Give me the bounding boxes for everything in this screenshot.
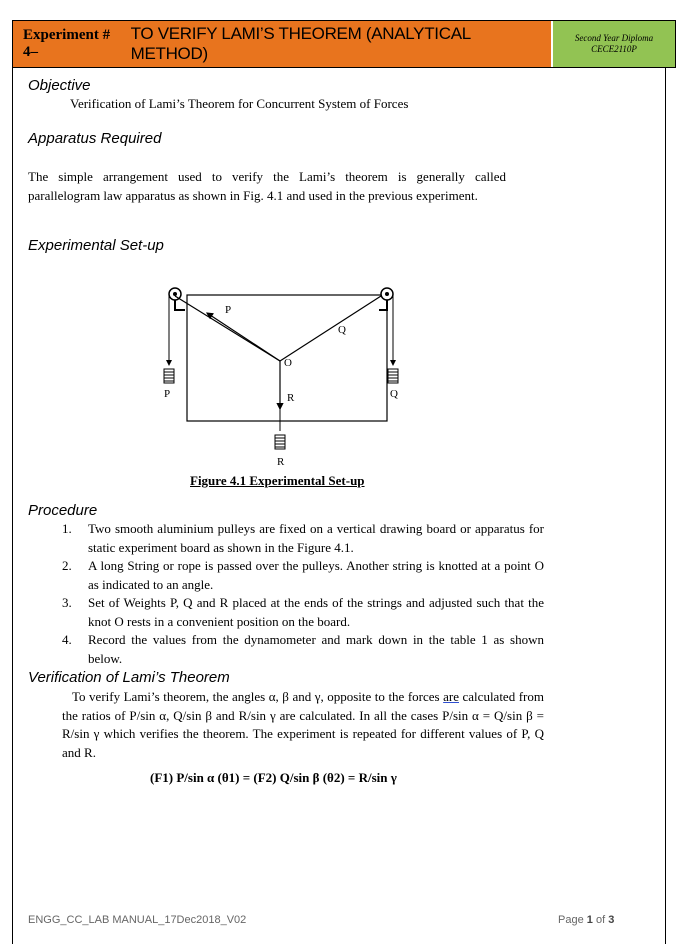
label-o-knot: O — [284, 357, 292, 369]
course-line-1: Second Year Diploma — [574, 33, 654, 43]
step-text: Set of Weights P, Q and R placed at the ends of the strings and adjusted such that the knot O rests in a convenient position on the board. — [88, 595, 544, 629]
step-text: Two smooth aluminium pulleys are fixed on a vertical drawing board or apparatus for static experiment board as shown in the Figure 4.1. — [88, 521, 544, 555]
verification-text-part1: To verify Lami’s theorem, the angles α, β and γ, opposite to the forces — [72, 689, 444, 704]
procedure-heading: Procedure — [28, 502, 98, 519]
procedure-step — [62, 520, 544, 557]
step-number: 4. — [62, 632, 72, 647]
left-pulley — [169, 288, 185, 310]
setup-heading: Experimental Set-up — [28, 237, 164, 254]
verification-text — [62, 688, 544, 762]
page-current: 1 — [586, 914, 593, 926]
label-r-string: R — [287, 392, 295, 404]
procedure-step — [62, 594, 544, 631]
step-text: Record the values from the dynamometer and mark down in the table 1 as shown below. — [88, 632, 544, 666]
apparatus-text: The simple arrangement used to verify the Lami’s theorem is generally called parallelogram law apparatus as shown in Fig. 4.1 and used in the previous experiment. — [28, 169, 506, 203]
procedure-step — [62, 557, 544, 594]
step-number: 2. — [62, 558, 72, 573]
verification-text-are: are — [443, 689, 459, 704]
weight-q — [388, 369, 398, 383]
experiment-title: TO VERIFY LAMI’S THEOREM (ANALYTICAL METHOD) — [130, 24, 471, 63]
footer-page-number — [558, 914, 614, 926]
setup-figure — [155, 283, 415, 473]
figure-caption: Figure 4.1 Experimental Set-up — [190, 473, 365, 488]
lami-equation: (F1) P/sin α (θ1) = (F2) Q/sin β (θ2) = R/sin γ — [150, 770, 397, 785]
footer-doc-id: ENGG_CC_LAB MANUAL_17Dec2018_V02 — [28, 914, 247, 926]
step-text: A long String or rope is passed over the pulleys. Another string is knotted at a point O as indicated to an angle. — [88, 558, 544, 592]
objective-text: Verification of Lami’s Theorem for Concurrent System of Forces — [70, 96, 409, 111]
step-number: 3. — [62, 595, 72, 610]
experiment-number: Experiment # 4– — [23, 27, 111, 60]
header-title-band — [13, 21, 553, 67]
right-pulley — [379, 288, 393, 310]
verification-text-part2: calculated from the ratios of P/sin α, Q/sin β and R/sin γ are calculated. In all the cases P/sin α = Q/sin β = R/sin γ which verifies the theorem. The experiment is repeated for different values of P, Q and R. — [62, 689, 544, 760]
verification-heading: Verification of Lami’s Theorem — [28, 669, 230, 686]
header-banner — [12, 20, 676, 68]
step-number: 1. — [62, 521, 72, 536]
string-q — [280, 296, 381, 361]
page-total: 3 — [608, 914, 615, 926]
label-p-string: P — [225, 304, 232, 316]
label-q-string: Q — [338, 324, 346, 336]
page-label: Page — [558, 914, 584, 926]
label-p-weight: P — [164, 388, 171, 400]
weight-r — [275, 435, 285, 449]
page-of: of — [595, 914, 606, 926]
label-r-weight: R — [277, 456, 285, 468]
procedure-step — [62, 631, 544, 668]
apparatus-heading: Apparatus Required — [28, 130, 162, 147]
course-code: CECE2110P — [591, 44, 637, 54]
course-band — [553, 21, 675, 67]
label-q-weight: Q — [390, 388, 398, 400]
objective-heading: Objective — [28, 77, 91, 94]
procedure-list — [62, 520, 544, 668]
weight-p — [164, 369, 174, 383]
